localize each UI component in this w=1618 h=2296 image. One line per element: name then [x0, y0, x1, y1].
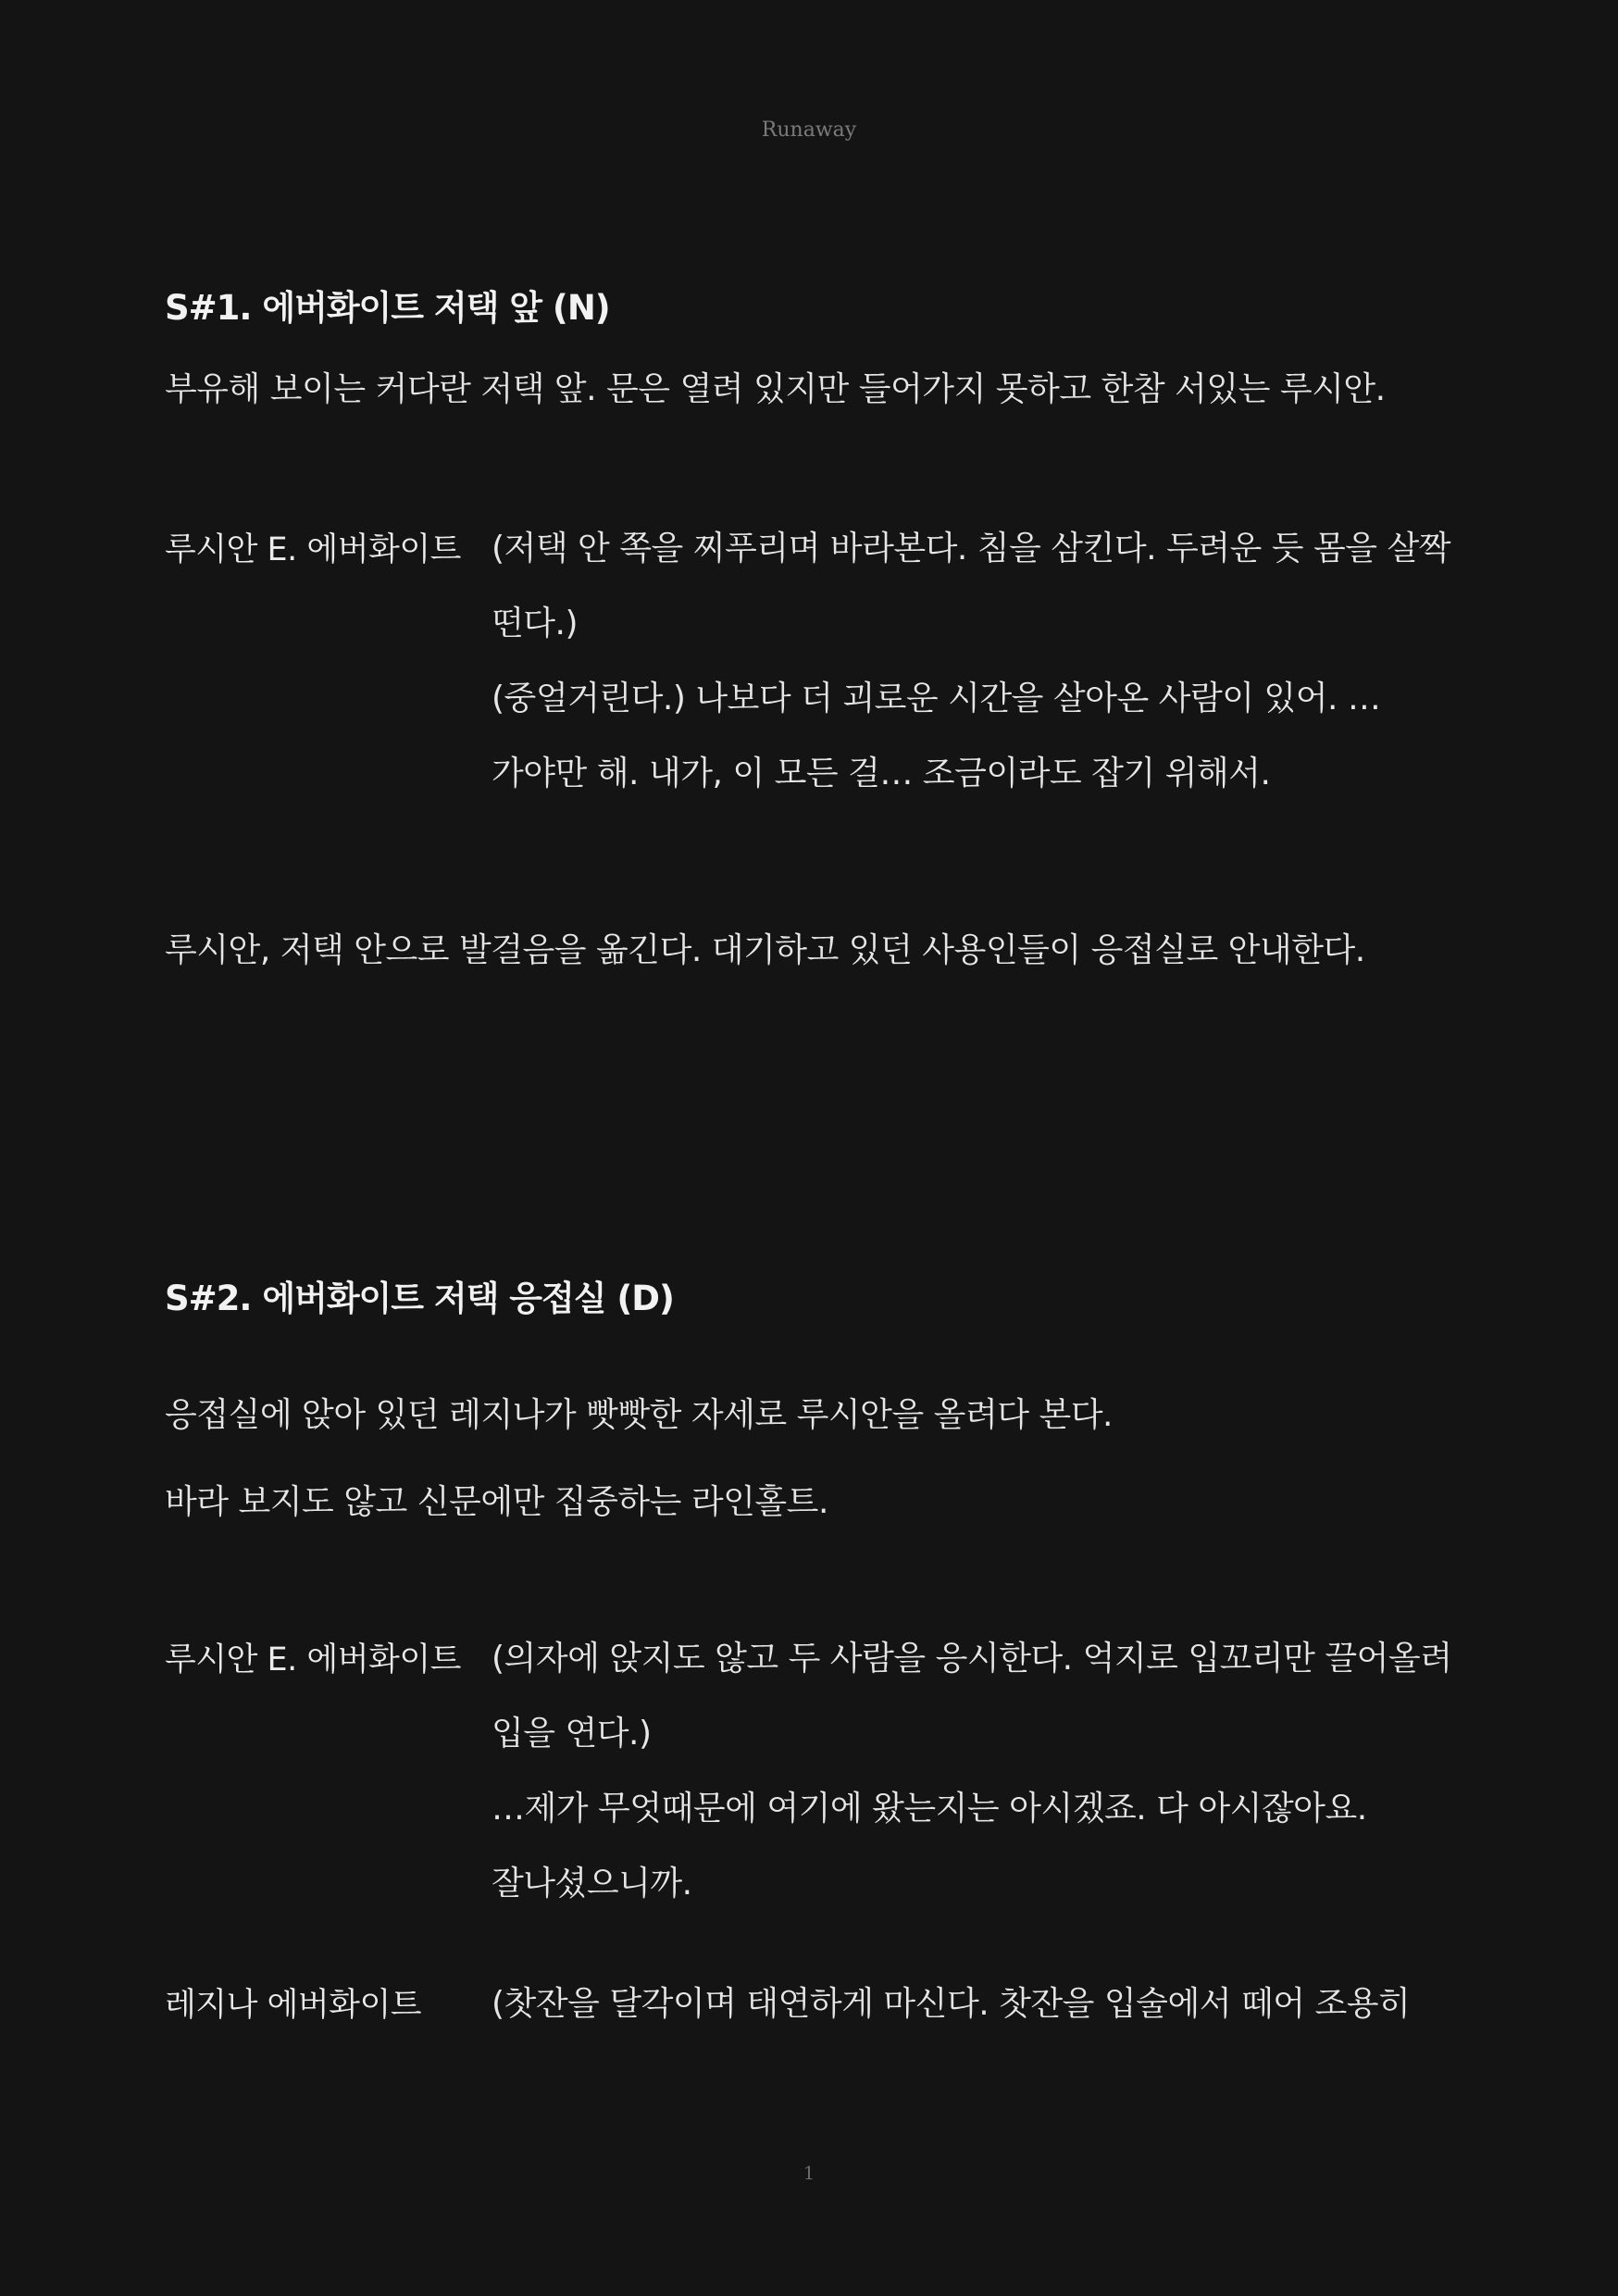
dialogue-line: (의자에 앉지도 않고 두 사람을 응시한다. 억지로 입꼬리만 끌어올려 입을 연다.)	[492, 1640, 1452, 1753]
character-name: 루시안 E. 에버화이트	[165, 531, 461, 568]
action-line: 부유해 보이는 커다란 저택 앞. 문은 열려 있지만 들어가지 못하고 한참 서있는 루시안.	[165, 370, 1386, 408]
scene-heading-1: S#1. 에버화이트 저택 앞 (N)	[165, 288, 610, 328]
page-number: 1	[803, 2162, 815, 2184]
dialogue-block	[492, 1621, 1454, 1921]
dialogue-line: (저택 안 쪽을 찌푸리며 바라본다. 침을 삼킨다. 두려운 듯 몸을 살짝 떤다.)	[492, 530, 1451, 643]
dialogue-line: (중얼거린다.) 나보다 더 괴로운 시간을 살아온 사람이 있어. …가야만 해. 내가, 이 모든 걸… 조금이라도 잡기 위해서.	[492, 680, 1381, 792]
dialogue-block	[492, 1966, 1510, 2041]
character-name: 루시안 E. 에버화이트	[165, 1641, 461, 1678]
action-line: 루시안, 저택 안으로 발걸음을 옮긴다. 대기하고 있던 사용인들이 응접실로 안내한다.	[165, 931, 1365, 969]
document-title: Runaway	[761, 119, 857, 142]
dialogue-block	[492, 511, 1454, 811]
character-name: 레지나 에버화이트	[165, 1987, 422, 2024]
dialogue-line: (찻잔을 달각이며 태연하게 마신다. 찻잔을 입술에서 떼어 조용히	[492, 1985, 1411, 2023]
action-line: 바라 보지도 않고 신문에만 집중하는 라인홀트.	[165, 1483, 828, 1521]
dialogue-line: …제가 무엇때문에 여기에 왔는지는 아시겠죠. 다 아시잖아요. 잘나셨으니까.	[492, 1790, 1367, 1903]
scene-heading-2: S#2. 에버화이트 저택 응접실 (D)	[165, 1279, 674, 1318]
action-line: 응접실에 앉아 있던 레지나가 빳빳한 자세로 루시안을 올려다 본다.	[165, 1396, 1113, 1434]
